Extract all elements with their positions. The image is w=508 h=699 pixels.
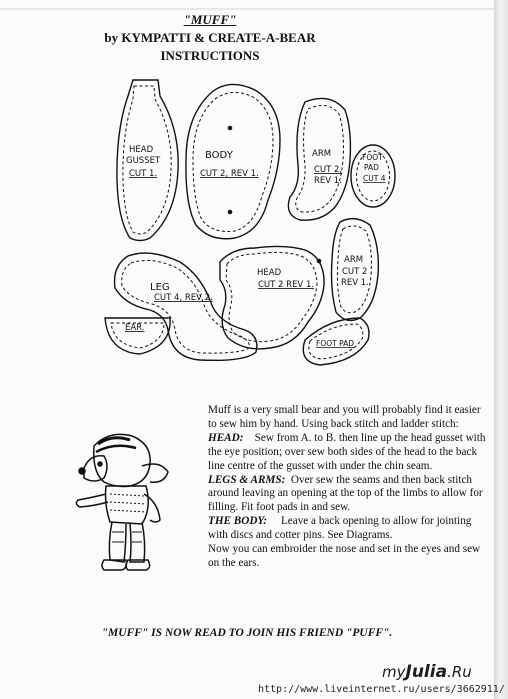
legs-arms-text: Over sew the seams and then back stitch around leaving an opening at the top of the limbs to allow for filling. Fit foot pads in and sew. [208,473,483,514]
watermark-url: http://www.liveinternet.ru/users/3662911/ [258,684,505,695]
bear-illustration [64,424,176,572]
instructions-closing: Now you can embroider the nose and set in the eyes and sew on the ears. [208,543,481,569]
label-foot-pad-upper-2: PAD [364,163,379,172]
document-title: "MUFF" [183,12,237,27]
arm-upper-piece [288,98,350,220]
label-foot-pad-upper-3: CUT 4 [363,174,386,183]
label-arm-upper-1: ARM [312,149,332,159]
document-byline: by KYMPATTI & CREATE-A-BEAR [104,30,316,45]
label-arm-lower-2: CUT 2 [342,267,368,277]
label-arm-upper-2: CUT 2, [314,165,343,175]
watermark-logo [382,662,472,682]
leg-piece [115,253,257,360]
footer-note: "MUFF" IS NOW READ TO JOIN HIS FRIEND "PUFF". [101,627,393,639]
label-leg-2: CUT 4, REV 2. [154,293,213,303]
watermark-logo-prefix: my [382,663,406,681]
body-piece [186,84,280,238]
body-text: Leave a back opening to allow for jointing with discs and cotter pins. See Diagrams. [208,515,472,542]
instructions-block [208,404,486,571]
label-arm-upper-3: REV 1. [314,176,342,186]
page-edge [494,0,508,699]
body-label: THE BODY: [208,515,267,528]
label-foot-pad-lower: FOOT PAD [316,339,355,348]
head-piece [220,246,324,348]
label-foot-pad-upper-1: FOOT [362,153,383,162]
label-body-2: CUT 2, REV 1. [200,169,259,179]
instructions-head [208,432,486,474]
label-head-gusset-3: CUT 1. [129,169,158,179]
head-text: Sew from A. to B. then line up the head gusset with the eye position; over sew both sides of the head to the back line centre of the gusset with under the chin seam. [208,431,486,472]
label-arm-lower-1: ARM [344,255,364,265]
watermark-logo-suffix: .Ru [447,663,472,681]
watermark-logo-name: Julia [405,662,448,682]
document-subtitle: INSTRUCTIONS [160,48,260,63]
legs-arms-label: LEGS & ARMS: [208,473,286,486]
label-body-1: BODY [205,150,233,161]
label-arm-lower-3: REV 1. [341,278,369,288]
instructions-body [208,515,486,543]
label-head-1: HEAD [257,268,282,278]
label-head-gusset-1: HEAD [129,145,154,155]
head-label: HEAD: [208,431,244,444]
label-head-2: CUT 2 REV 1. [258,280,315,290]
instructions-intro: Muff is a very small bear and you will probably find it easier to sew him by hand. Using back stitch and ladder stitch: [208,404,481,430]
label-ear: EAR. [125,323,145,333]
label-leg-1: LEG [150,282,170,293]
instructions-legs-arms [208,474,486,516]
label-head-gusset-2: GUSSET [126,156,161,166]
